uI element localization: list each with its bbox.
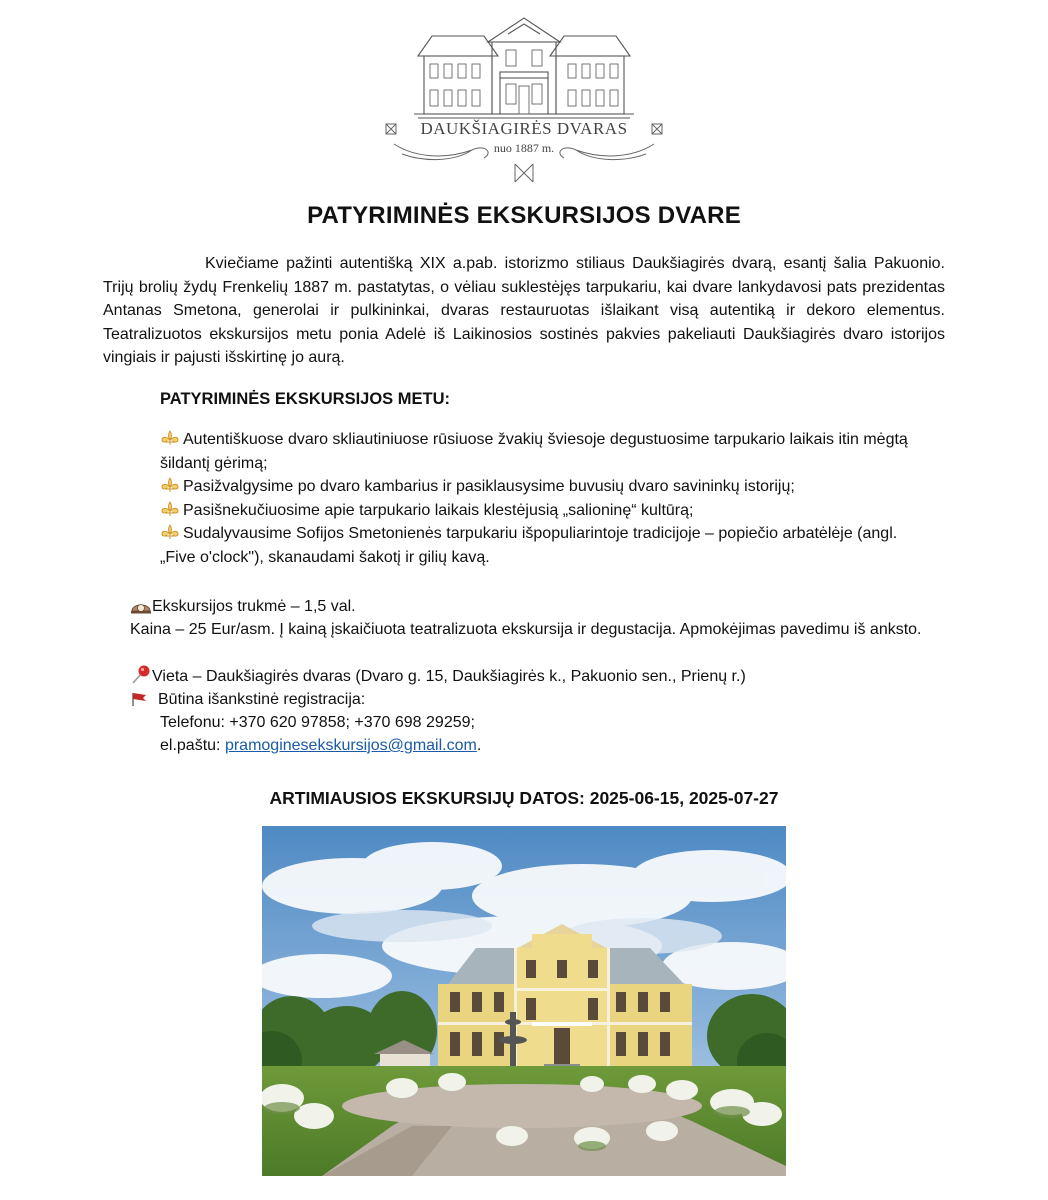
list-item-text: Autentiškuose dvaro skliautiniuose rūsiuose žvakių šviesoje degustuosime tarpukario laikais itin mėgtą šildantį gėrimą;	[160, 431, 908, 472]
intro-text: Kviečiame pažinti autentišką XIX a.pab. istorizmo stiliaus Daukšiagirės dvarą, esantį šalia Pakuonio. Trijų brolių žydų Frenkelių 1887 m. pastatytas, o vėliau suklestėjęs tarpukariu, kai dvare lankydavosi pats prezidentas Antanas Smetona, generolai ir pulkininkai, dvaras restauruotas išlaikant visą autentiką ir dekoro elementus. Teatralizuotos ekskursijos metu ponia Adelė iš Laikinosios sostinės pakvies pakeliauti Daukšiagirės dvaro istorijos vingiais ir pajusti išskirtinę jo aurą.	[103, 255, 945, 366]
list-item	[160, 428, 920, 475]
email-prefix: el.paštu:	[160, 737, 225, 754]
manor-logo	[384, 12, 664, 184]
intro-paragraph	[103, 252, 945, 370]
duration-line	[130, 595, 356, 619]
experience-list	[160, 428, 920, 569]
place-line	[130, 664, 746, 689]
email-line	[160, 734, 481, 758]
phone-text: Telefonu: +370 620 97858; +370 698 29259;	[160, 714, 475, 731]
place-text: Vieta – Daukšiagirės dvaras (Dvaro g. 15, Daukšiagirės k., Pakuonio sen., Prienų r.)	[152, 668, 746, 685]
duration-text: Ekskursijos trukmė – 1,5 val.	[152, 598, 356, 615]
fleur-de-lis-icon	[160, 524, 180, 540]
list-item	[160, 499, 920, 523]
email-suffix: .	[476, 737, 482, 754]
fleur-de-lis-icon	[160, 501, 180, 517]
flag-icon	[130, 691, 158, 707]
fleur-de-lis-icon	[160, 430, 180, 446]
email-link[interactable]: pramoginesekskursijos@gmail.com	[224, 737, 477, 754]
list-item-text: Pasišnekučiuosime apie tarpukario laikais klestėjusią „salioninę“ kultūrą;	[183, 501, 694, 519]
clock-icon	[130, 598, 152, 614]
logo-name: DAUKŠIAGIRĖS DVARAS	[420, 119, 628, 138]
page-title: PATYRIMINĖS EKSKURSIJOS DVARE	[307, 202, 741, 229]
list-item-text: Sudalyvausime Sofijos Smetonienės tarpukariu išpopuliarintoje tradicijoje – popiečio arbatėlėje (angl. „Five o'clock"), skanaudami šakotį ir gilių kavą.	[160, 525, 898, 566]
registration-line	[130, 688, 365, 712]
list-item	[160, 475, 920, 499]
dates-heading: ARTIMIAUSIOS EKSKURSIJŲ DATOS: 2025-06-15, 2025-07-27	[269, 788, 779, 808]
pin-icon	[130, 664, 152, 684]
section-subtitle: PATYRIMINĖS EKSKURSIJOS METU:	[160, 390, 450, 408]
registration-text: Būtina išankstinė registracija:	[158, 691, 366, 708]
list-item-text: Pasižvalgysime po dvaro kambarius ir pasiklausysime buvusių dvaro savininkų istorijų;	[183, 478, 795, 495]
logo-since: nuo 1887 m.	[493, 141, 555, 155]
fleur-de-lis-icon	[160, 477, 180, 493]
manor-photo	[262, 826, 786, 1176]
list-item	[160, 522, 920, 569]
price-text: Kaina – 25 Eur/asm. Į kainą įskaičiuota teatralizuota ekskursija ir degustacija. Apmokėjimas pavedimu iš anksto.	[130, 621, 922, 638]
